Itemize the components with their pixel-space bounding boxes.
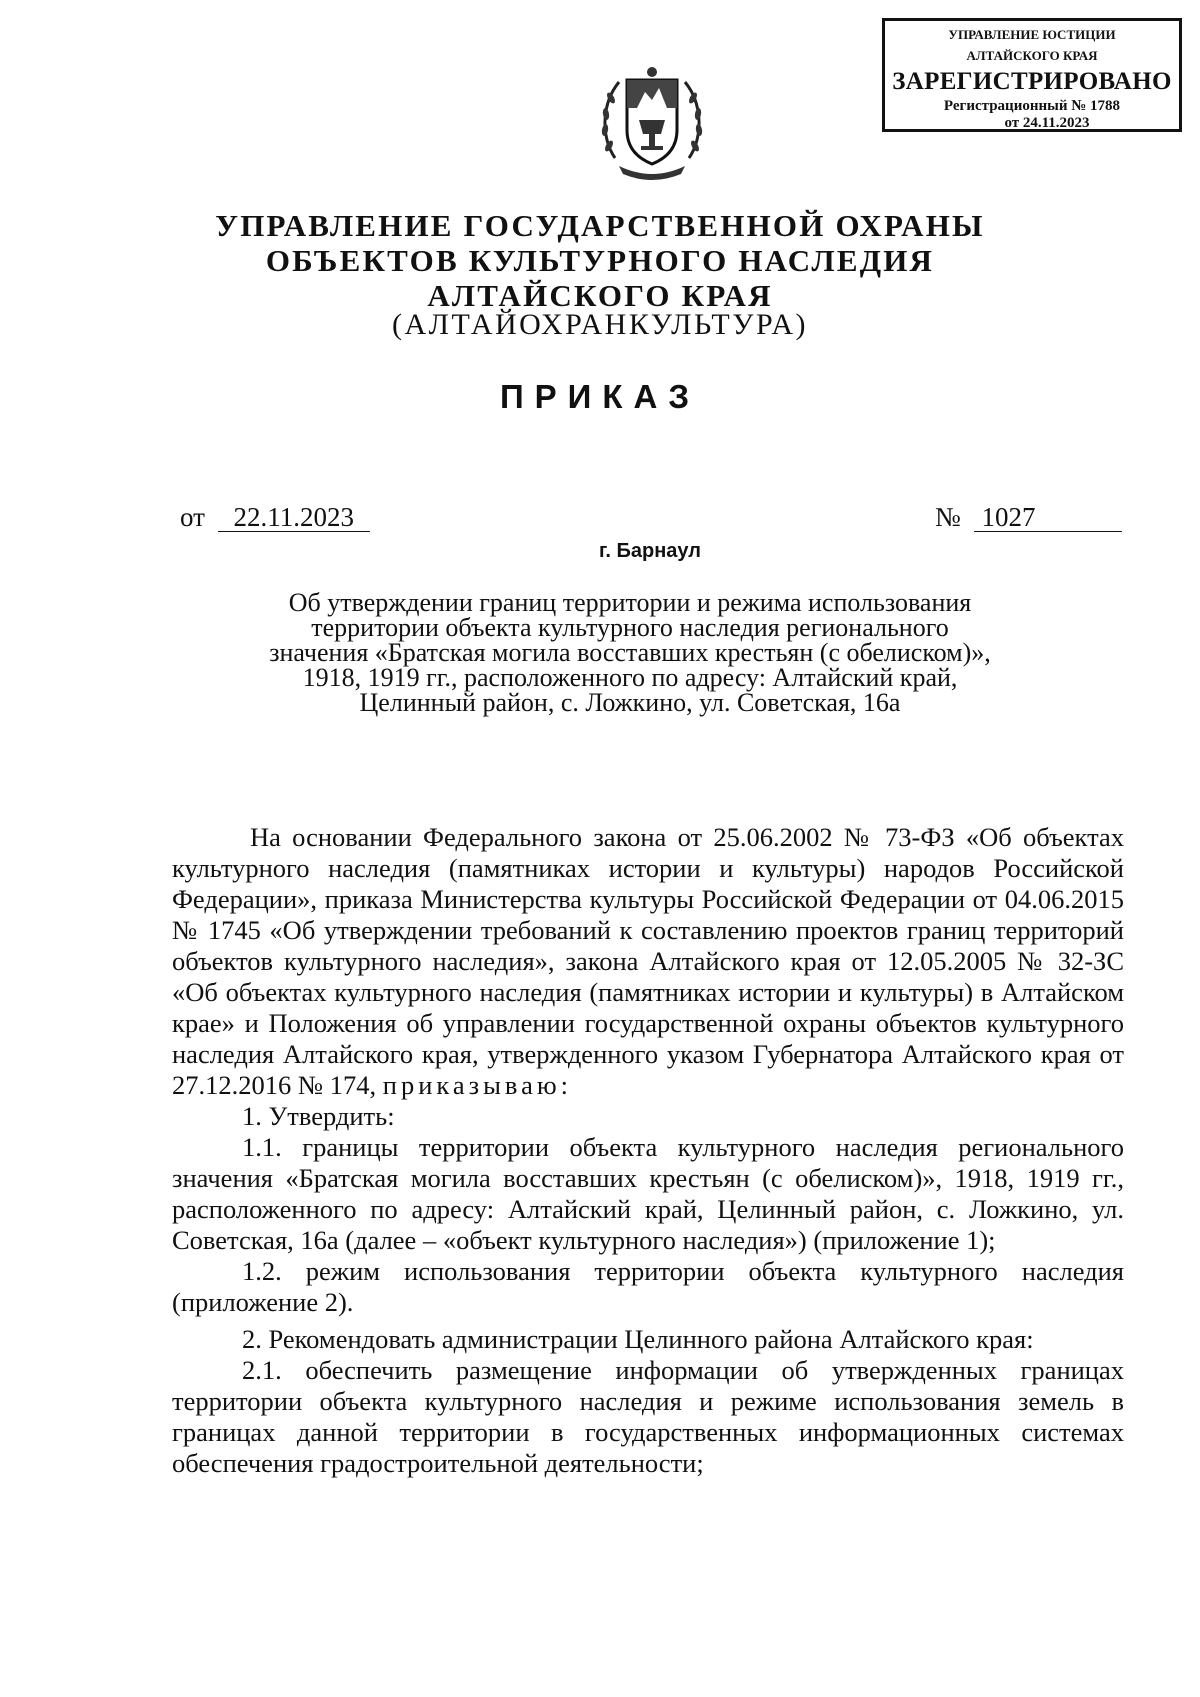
document-date (180, 502, 370, 533)
organization-abbreviation: (АЛТАЙОХРАНКУЛЬТУРА) (392, 308, 808, 341)
date-value: 22.11.2023 (218, 503, 370, 532)
number-value: 1027 (974, 503, 1122, 532)
subject-line3: значения «Братская могила восставших крестьян (с обелиском)», (269, 638, 991, 667)
organization-line2: ОБЪЕКТОВ КУЛЬТУРНОГО НАСЛЕДИЯ (265, 243, 935, 278)
preamble-text: На основании Федерального закона от 25.06.2002 № 73-ФЗ «Об объектах культурного наследия (памятниках истории и культуры) народов Российской Федерации», приказа Министерства культуры Российской Федерации от 04.06.2015 № 1745 «Об утверждении требований к составлению проектов границ территорий объектов культурного наследия», закона Алтайского края от 12.05.2005 № 32-ЗС «Об объектах культурного наследия (памятниках истории и культуры) в Алтайском крае» и Положения об управлении государственной охраны объектов культурного наследия Алтайского края, утвержденного указом Губернатора Алтайского края от 27.12.2016 № 174, (172, 822, 1124, 1100)
item-2: 2. Рекомендовать администрации Целинного района Алтайского края: (242, 1324, 1034, 1354)
date-prefix: от (180, 502, 205, 532)
altai-krai-coat-of-arms-icon (597, 58, 707, 184)
stamp-header-line1: УПРАВЛЕНИЕ ЮСТИЦИИ (948, 27, 1116, 42)
item-1: 1. Утвердить: (242, 1101, 395, 1131)
organization-line3: АЛТАЙСКОГО КРАЯ (427, 278, 773, 313)
subject-line2: территории объекта культурного наследия регионального (311, 613, 949, 642)
stamp-reg-date: от 24.11.2023 (1004, 115, 1090, 131)
preamble-paragraph (172, 822, 1124, 1101)
subject-line5: Целинный район, с. Ложкино, ул. Советская, 16а (359, 688, 901, 717)
organization-line1: УПРАВЛЕНИЕ ГОСУДАРСТВЕННОЙ ОХРАНЫ (215, 208, 985, 243)
city-label: г. Барнаул (599, 540, 701, 562)
order-word: приказываю: (382, 1070, 573, 1100)
order-body (172, 822, 1124, 1479)
subject-line1: Об утверждении границ территории и режима использования (288, 588, 972, 617)
subject-line4: 1918, 1919 гг., расположенного по адресу: Алтайский край, (302, 663, 958, 692)
item-2-1: 2.1. обеспечить размещение информации об утвержденных границах территории объекта культурного наследия и режиме использования земель в границах данной территории в государственных информационных системах обеспечения градостроительной деятельности; (172, 1355, 1124, 1478)
stamp-status: ЗАРЕГИСТРИРОВАНО (892, 68, 1172, 95)
item-1-2: 1.2. режим использования территории объекта культурного наследия (приложение 2). (172, 1256, 1124, 1317)
organization-name (0, 208, 1200, 313)
order-subject (200, 590, 1060, 715)
item-1-1: 1.1. границы территории объекта культурного наследия регионального значения «Братская могила восставших крестьян (с обелиском)», 1918, 1919 гг., расположенного по адресу: Алтайский край, Целинный район, с. Ложкино, ул. Советская, 16а (далее – «объект культурного наследия») (приложение 1); (172, 1132, 1124, 1255)
registration-stamp (882, 18, 1182, 132)
number-prefix: № (935, 502, 961, 532)
stamp-reg-number: Регистрационный № 1788 (943, 98, 1121, 114)
document-number (935, 502, 1122, 533)
document-title: ПРИКАЗ (499, 378, 701, 415)
stamp-header-line2: АЛТАЙСКОГО КРАЯ (966, 48, 1098, 63)
